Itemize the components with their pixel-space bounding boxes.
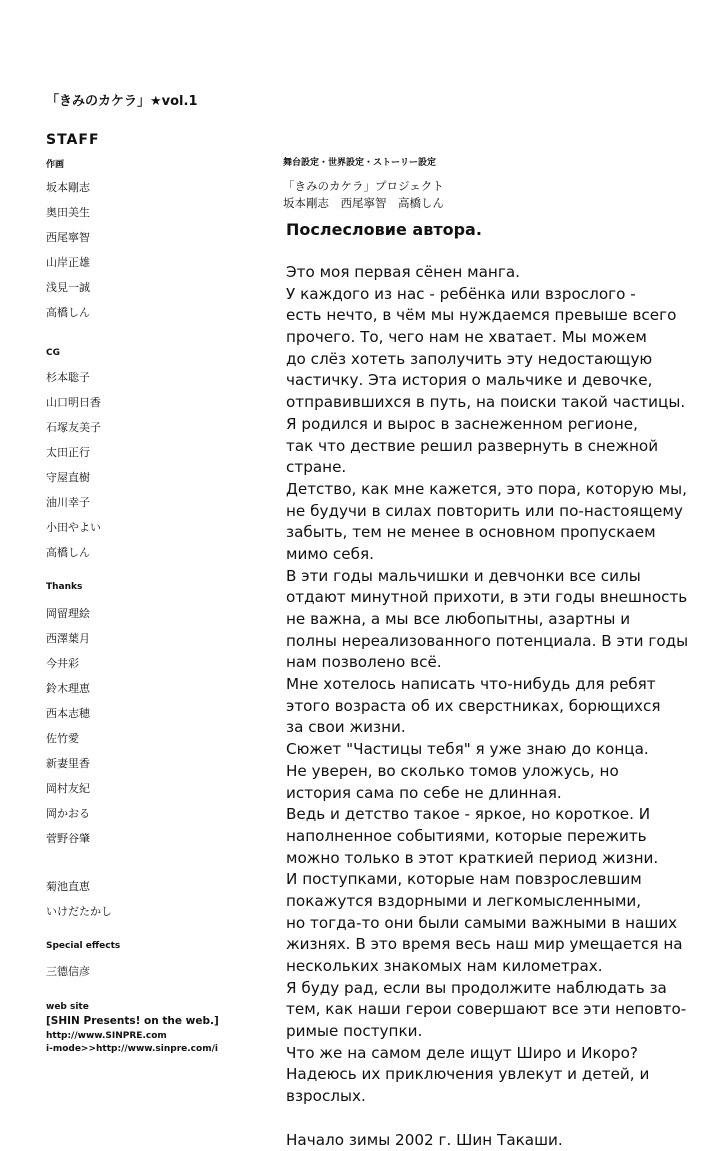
afterword-line: стране.	[286, 457, 716, 479]
staff-name: 小田やよい	[46, 519, 101, 535]
afterword-line: Это моя первая сёнен манга.	[286, 262, 716, 284]
afterword	[286, 220, 716, 1151]
project-heading: 舞台設定・世界設定・ストーリー設定	[283, 155, 436, 168]
afterword-line: полны нереализованного потенциала. В эти годы	[286, 631, 716, 653]
afterword-line: жизнях. В это время весь наш мир умещается на	[286, 934, 716, 956]
section-heading-art: 作画	[46, 157, 64, 170]
afterword-line: Не уверен, во сколько томов уложусь, но	[286, 761, 716, 783]
afterword-line: прочего. То, чего нам не хватает. Мы можем	[286, 327, 716, 349]
afterword-line: нескольких знакомых нам километрах.	[286, 956, 716, 978]
staff-name: 新妻里香	[46, 755, 90, 771]
afterword-line: Детство, как мне кажется, это пора, которую мы,	[286, 479, 716, 501]
section-heading-thanks: Thanks	[46, 582, 82, 592]
staff-name: 鈴木理恵	[46, 680, 90, 696]
afterword-line: тем, как наши герои совершают все эти неповто-	[286, 999, 716, 1021]
afterword-line: до слёз хотеть заполучить эту недостающую	[286, 349, 716, 371]
afterword-line: частичку. Эта история о мальчике и девочке,	[286, 370, 716, 392]
staff-name: 菅野谷肇	[46, 830, 90, 846]
afterword-line: римые поступки.	[286, 1021, 716, 1043]
staff-name: 坂本剛志	[46, 179, 90, 195]
staff-name: 西尾寧智	[46, 229, 90, 245]
afterword-line: за свои жизни.	[286, 717, 716, 739]
afterword-line: не важна, а мы все любопытны, азартны и	[286, 609, 716, 631]
afterword-line: забыть, тем не менее в основном пропускаем	[286, 522, 716, 544]
afterword-line: Ведь и детство такое - яркое, но короткое. И	[286, 804, 716, 826]
section-heading-special-effects: Special effects	[46, 941, 120, 951]
staff-name: 高橋しん	[46, 544, 90, 560]
staff-name: 佐竹愛	[46, 730, 79, 746]
afterword-line: отдают минутной прихоти, в эти годы внешность	[286, 587, 716, 609]
blank-line	[286, 1108, 716, 1130]
staff-name: 奥田美生	[46, 204, 90, 220]
project-name: 「きみのカケラ」プロジェクト	[283, 178, 444, 194]
staff-name: 守屋直樹	[46, 469, 90, 485]
afterword-line: Сюжет "Частицы тебя" я уже знаю до конца.	[286, 739, 716, 761]
afterword-title: Послесловие автора.	[286, 220, 716, 240]
afterword-line: Я родился и вырос в заснеженном регионе,	[286, 414, 716, 436]
staff-name: 西澤葉月	[46, 630, 90, 646]
volume-title: 「きみのカケラ」★vol.1	[46, 90, 198, 109]
staff-name: 油川幸子	[46, 494, 90, 510]
afterword-line: нам позволено всё.	[286, 652, 716, 674]
staff-name: 岡かおる	[46, 805, 90, 821]
afterword-line: покажутся вздорными и легкомысленными,	[286, 891, 716, 913]
afterword-line: И поступками, которые нам повзрослевшим	[286, 869, 716, 891]
staff-name: 山口明日香	[46, 394, 101, 410]
afterword-line: так что дествие решил развернуть в снежной	[286, 436, 716, 458]
staff-name: 高橋しん	[46, 304, 90, 320]
afterword-line: Я буду рад, если вы продолжите наблюдать за	[286, 978, 716, 1000]
afterword-line: У каждого из нас - ребёнка или взрослого -	[286, 284, 716, 306]
afterword-body	[286, 262, 716, 1151]
afterword-line: можно только в этот краткией период жизни.	[286, 848, 716, 870]
project-members: 坂本剛志 西尾寧智 高橋しん	[283, 195, 444, 211]
staff-name: 山岸正雄	[46, 254, 90, 270]
web-site-title: [SHIN Presents! on the web.]	[46, 1015, 219, 1027]
staff-name: 浅見一誠	[46, 279, 90, 295]
afterword-line: наполненное событиями, которые пережить	[286, 826, 716, 848]
afterword-line: Что же на самом деле ищут Широ и Икоро?	[286, 1043, 716, 1065]
staff-name: 岡留理絵	[46, 605, 90, 621]
staff-name: 石塚友美子	[46, 419, 101, 435]
staff-name: いけだたかし	[46, 903, 112, 919]
afterword-line: Надеюсь их приключения увлекут и детей, и	[286, 1064, 716, 1086]
afterword-line: этого возраста об их сверстниках, борющихся	[286, 696, 716, 718]
staff-name: 岡村友紀	[46, 780, 90, 796]
staff-heading: STAFF	[46, 132, 100, 148]
web-site-imode-url[interactable]: i-mode>>http://www.sinpre.com/i	[46, 1044, 218, 1054]
staff-name: 太田正行	[46, 444, 90, 460]
staff-name: 西本志穂	[46, 705, 90, 721]
afterword-line: взрослых.	[286, 1086, 716, 1108]
afterword-line: не будучи в силах повторить или по-настоящему	[286, 501, 716, 523]
section-heading-cg: CG	[46, 348, 60, 358]
afterword-line: Мне хотелось написать что-нибудь для ребят	[286, 674, 716, 696]
staff-name: 菊池直恵	[46, 878, 90, 894]
afterword-line: Начало зимы 2002 г. Шин Такаши.	[286, 1130, 716, 1151]
afterword-line: но тогда-то они были самыми важными в наших	[286, 913, 716, 935]
staff-name: 今井彩	[46, 655, 79, 671]
afterword-line: есть нечто, в чём мы нуждаемся превыше всего	[286, 305, 716, 327]
afterword-line: мимо себя.	[286, 544, 716, 566]
afterword-line: отправившихся в путь, на поиски такой частицы.	[286, 392, 716, 414]
afterword-line: В эти годы мальчишки и девчонки все силы	[286, 566, 716, 588]
staff-name: 杉本聡子	[46, 369, 90, 385]
web-site-heading: web site	[46, 1002, 89, 1012]
web-site-url[interactable]: http://www.SINPRE.com	[46, 1031, 167, 1041]
afterword-line: история сама по себе не длинная.	[286, 783, 716, 805]
staff-name: 三德信彦	[46, 963, 90, 979]
